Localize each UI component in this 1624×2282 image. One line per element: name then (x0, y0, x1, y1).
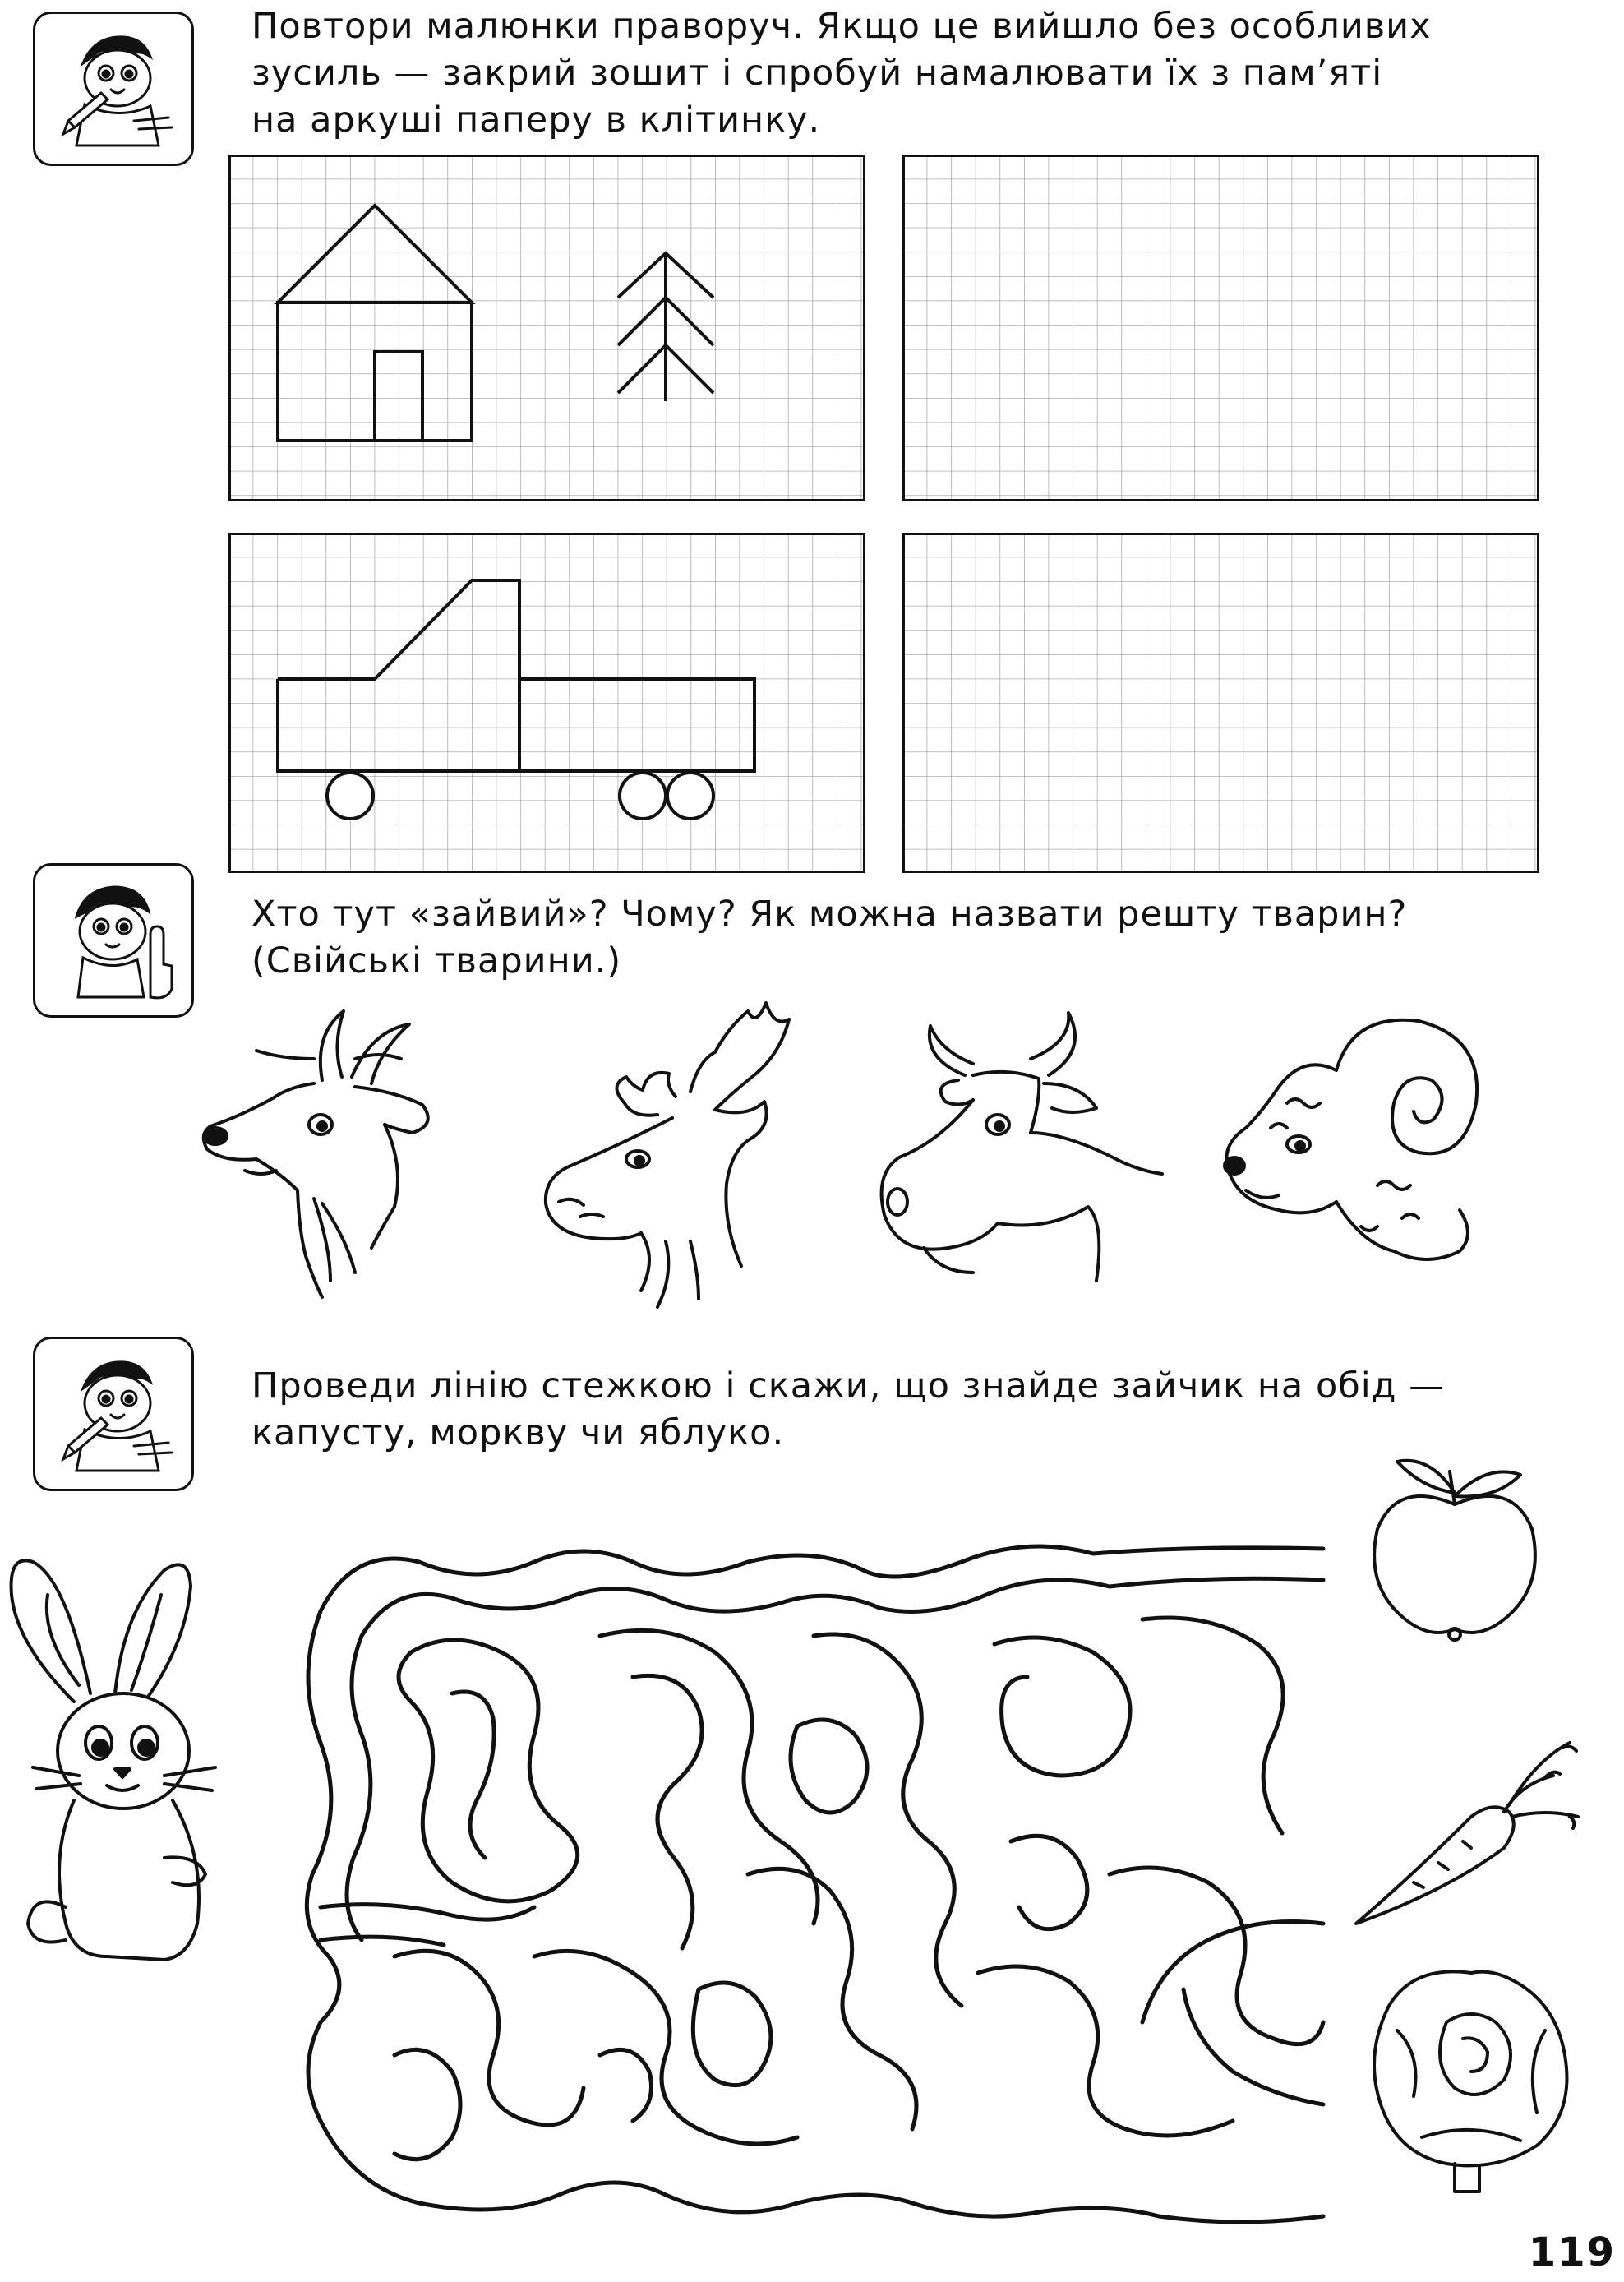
apple-image[interactable] (1364, 1447, 1545, 1652)
cow-head-image[interactable] (866, 1009, 1179, 1289)
carrot-image[interactable] (1348, 1726, 1586, 1932)
boy-drawing-icon (33, 12, 194, 166)
grid-house-tree (228, 155, 865, 501)
boy-drawing-icon-2 (33, 1337, 194, 1491)
page-number: 119 (1528, 2229, 1616, 2275)
cabbage-image[interactable] (1364, 1956, 1578, 2203)
goat-head-image[interactable] (191, 1001, 462, 1314)
task2-instruction: Хто тут «зайвий»? Чому? Як можна назвати решту тварин? (Свійські тварини.) (251, 894, 1408, 982)
rabbit-image (0, 1545, 255, 1989)
grid-truck (228, 533, 865, 873)
grid-empty-2[interactable] (902, 533, 1539, 873)
task3-instruction: Проведи лінію стежкою і скажи, що знайде зайчик на обід — капусту, моркву чи яблуко. (251, 1365, 1446, 1453)
boy-thinking-icon (33, 863, 194, 1018)
ram-head-image[interactable] (1213, 1005, 1509, 1292)
maze[interactable] (288, 1529, 1340, 2236)
task1-instruction: Повтори малюнки праворуч. Якщо це вийшло без особливих зусиль — закрий зошит і спробуй намалювати їх з пам’яті на аркуші паперу в клітинку. (251, 6, 1432, 141)
grid-empty-1[interactable] (902, 155, 1539, 501)
moose-head-image[interactable] (534, 995, 847, 1315)
